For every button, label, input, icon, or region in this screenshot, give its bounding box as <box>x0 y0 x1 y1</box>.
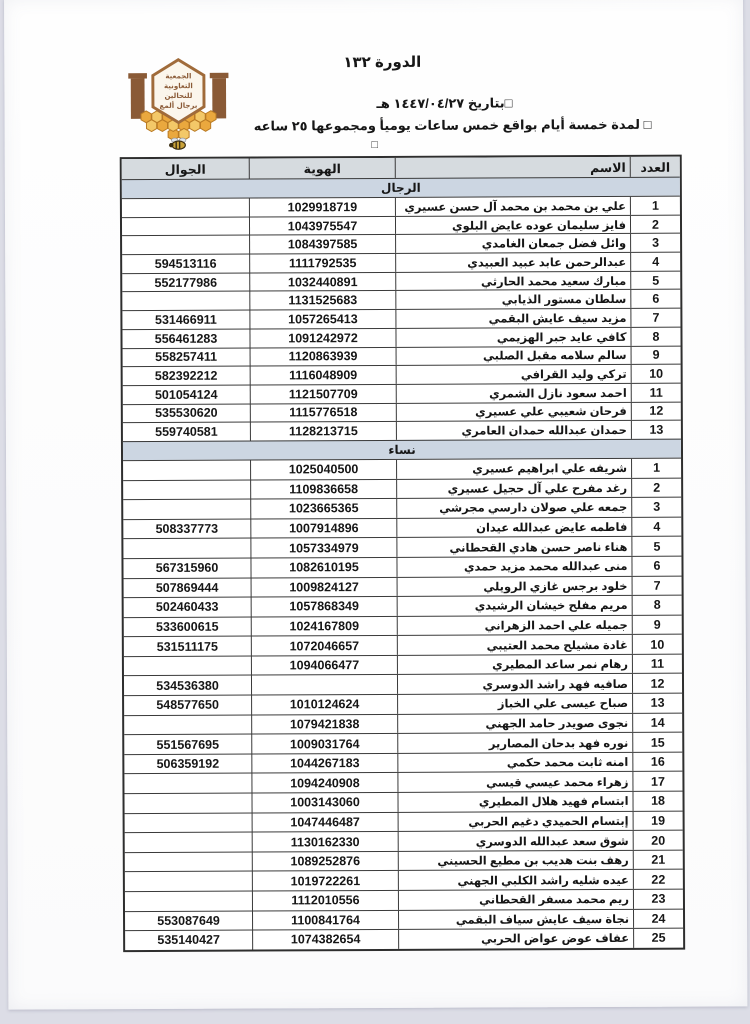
cell-name: امنه ثابت محمد حكمي <box>397 753 632 773</box>
cell-mobile <box>124 656 251 675</box>
table-row <box>122 308 680 329</box>
cell-mobile: 531466911 <box>154 312 217 327</box>
cell-name: فرحان شعيبي علي عسيري <box>396 402 631 421</box>
cell-id: 1057334979 <box>250 538 396 557</box>
table-row <box>123 420 681 441</box>
table-row <box>124 771 682 793</box>
cell-id: 1029918719 <box>249 198 395 216</box>
cell-name: رغد مفرح علي آل حجيل عسيري <box>396 478 631 498</box>
cell-mobile: 507869444 <box>155 580 219 595</box>
table-row <box>124 791 682 813</box>
cell-mobile: 556461283 <box>154 331 218 346</box>
cell-mobile <box>123 500 250 519</box>
cell-num: 8 <box>630 327 680 345</box>
cell-mobile: 506359192 <box>156 756 220 772</box>
cell-name: مزيد سيف عايش البقمي <box>395 309 630 328</box>
cell-num: 2 <box>630 215 680 233</box>
table-row <box>124 634 682 656</box>
table-row <box>122 270 680 291</box>
cell-mobile <box>122 292 249 310</box>
cell-mobile <box>123 539 250 558</box>
cell-id: 1044267183 <box>251 754 397 773</box>
cell-name: عبدالرحمن عابد عبيد العبيدي <box>395 253 630 272</box>
table-row <box>125 928 683 950</box>
cell-name: سالم سلامه مقبل الصلبي <box>396 346 631 365</box>
cell-name: نجاة سيف عايش سياف البقمي <box>398 909 633 929</box>
cell-name: عيده شليه راشد الكلبي الجهني <box>398 870 633 890</box>
cell-mobile <box>125 852 252 871</box>
cell-id: 1072046657 <box>251 636 397 655</box>
table-row <box>125 830 683 852</box>
cell-mobile <box>125 892 252 911</box>
emblem-text-line1: الجمعية <box>165 71 192 81</box>
cell-name: رهام نمر ساعد المطيري <box>397 655 632 675</box>
table-row <box>125 908 683 930</box>
cell-num: 18 <box>632 792 682 811</box>
cell-id: 1009031764 <box>251 734 397 753</box>
cell-name: وائل فضل جمعان الغامدي <box>395 234 630 253</box>
cell-mobile: 534536380 <box>156 678 219 693</box>
cell-mobile <box>124 794 251 813</box>
cell-mobile: 594513116 <box>154 256 217 271</box>
beekeepers-association-emblem <box>124 52 232 162</box>
page-title: الدورة ١٣٢ <box>343 53 422 72</box>
cell-num: 19 <box>633 811 683 830</box>
cell-name: حمدان عبدالله حمدان العامري <box>396 421 631 440</box>
cell-num: 9 <box>631 346 681 364</box>
cell-num: 11 <box>631 384 681 402</box>
cell-num: 5 <box>631 537 681 556</box>
cell-num: 13 <box>631 421 681 439</box>
cell-name: مبارك سعيد محمد الحارثي <box>395 272 630 291</box>
cell-mobile <box>124 774 251 793</box>
cell-name: منى عبدالله محمد مزيد حمدي <box>396 557 631 577</box>
cell-num: 13 <box>632 694 682 713</box>
cell-mobile <box>125 813 252 832</box>
cell-id: 1091242972 <box>249 329 395 347</box>
table-row <box>123 401 681 422</box>
section-row: نساء <box>123 439 681 460</box>
cell-name: عفاف عوض عواض الحربي <box>398 929 633 949</box>
cell-id: 1010124624 <box>251 695 397 714</box>
cell-name: إبتسام الحميدي دغيم الحربي <box>398 812 633 832</box>
cell-num: 8 <box>632 596 682 615</box>
table-row <box>125 810 683 832</box>
cell-mobile: 535530620 <box>155 406 218 421</box>
cell-id: 1109836658 <box>250 479 396 498</box>
cell-num: 6 <box>630 290 680 308</box>
cell-num: 4 <box>631 517 681 536</box>
cell-name: مريم مفلح خيشان الرشيدي <box>397 596 632 616</box>
cell-id: 1024167809 <box>251 617 397 636</box>
cell-id: 1007914896 <box>250 519 396 538</box>
cell-num: 9 <box>632 615 682 634</box>
table-row <box>124 595 682 617</box>
cell-num: 6 <box>631 557 681 576</box>
document-content <box>4 0 747 1010</box>
cell-name: فايز سليمان عوده عايض البلوي <box>395 216 630 235</box>
table-row <box>123 497 681 519</box>
cell-mobile: 559740581 <box>155 424 218 440</box>
cell-name: احمد سعود نازل الشمري <box>396 384 631 403</box>
cell-id: 1079421838 <box>251 715 397 734</box>
cell-mobile: 553087649 <box>157 913 220 928</box>
emblem-text-line2: التعاونية <box>164 81 193 91</box>
cell-mobile: 502460433 <box>155 600 219 615</box>
table-row <box>123 364 681 385</box>
cell-id: 1112010556 <box>252 891 398 910</box>
cell-id: 1047446487 <box>252 813 398 832</box>
document-sheet <box>4 0 747 1010</box>
cell-mobile <box>122 199 249 217</box>
cell-name: شريفه علي ابراهيم عسيري <box>396 459 631 479</box>
roster-table <box>120 155 685 952</box>
cell-name: ريم محمد مسفر القحطاني <box>398 890 633 910</box>
cell-name: سلطان مستور الذيابي <box>395 290 630 309</box>
table-row <box>123 345 681 366</box>
cell-num: 12 <box>632 674 682 693</box>
cell-id: 1100841764 <box>252 910 398 929</box>
cell-num: 1 <box>630 197 680 215</box>
cell-id: 1032440891 <box>249 273 395 291</box>
table-row <box>125 889 683 911</box>
table-row <box>122 326 680 347</box>
table-row <box>123 556 681 578</box>
table-row <box>124 575 682 597</box>
cell-mobile: 548577650 <box>156 698 219 713</box>
cell-mobile: 558257411 <box>155 350 218 365</box>
cell-num: 22 <box>633 870 683 889</box>
cell-num: 5 <box>630 271 680 289</box>
column-header-mobile: الجوال <box>164 162 206 177</box>
emblem-text-line4: برجال ألمع <box>159 100 198 110</box>
cell-id: 1019722261 <box>252 871 398 890</box>
cell-id: 1025040500 <box>250 460 396 479</box>
cell-id: 1094240908 <box>251 773 397 792</box>
cell-num: 16 <box>632 753 682 772</box>
cell-mobile: 508337773 <box>155 521 219 536</box>
cell-num: 14 <box>632 713 682 732</box>
table-row <box>124 693 682 715</box>
cell-mobile: 552177986 <box>154 275 218 290</box>
cell-num: 7 <box>632 576 682 595</box>
duration-line: □ لمدة خمسة أيام بواقع خمس ساعات يوميأ ومجموعها ٢٥ ساعه <box>253 116 652 134</box>
emblem-graphic <box>124 52 232 162</box>
cell-id: 1057265413 <box>249 310 395 328</box>
cell-num: 1 <box>631 459 681 478</box>
table-row <box>122 252 680 273</box>
table-row <box>124 673 682 695</box>
table-row <box>124 712 682 734</box>
cell-id: 1130162330 <box>252 832 398 851</box>
table-row <box>122 214 680 235</box>
bee-icon <box>169 138 186 149</box>
cell-id: 1094066477 <box>251 656 397 675</box>
table-header-row <box>122 157 680 179</box>
cell-name: خلود برجس غازي الرويلي <box>397 576 632 596</box>
cell-name: صافيه فهد راشد الدوسري <box>397 674 632 694</box>
cell-name: كافي عايد جبر الهزيمي <box>395 328 630 347</box>
cell-id: 1023665365 <box>250 499 396 518</box>
table-row <box>125 869 683 891</box>
cell-mobile: 531511175 <box>156 639 218 654</box>
column-header-count: العدد <box>630 157 680 177</box>
cell-num: 24 <box>633 909 683 928</box>
cell-mobile <box>122 236 249 254</box>
cell-id: 1057868349 <box>251 597 397 616</box>
cell-name: ابتسام فهيد هلال المطيري <box>397 792 632 812</box>
cell-mobile: 551567695 <box>156 737 220 752</box>
cell-id: 1009824127 <box>251 577 397 596</box>
cell-name: تركي وليد القرافي <box>396 365 631 384</box>
cell-name: هناء ناصر حسن هادي القحطاني <box>396 537 631 557</box>
cell-mobile <box>124 715 251 734</box>
cell-name: جمعه علي صولان دارسي مجرشي <box>396 498 631 518</box>
emblem-text-line3: للنحالين <box>164 90 193 101</box>
table-row <box>124 614 682 636</box>
table-row <box>122 289 680 310</box>
cell-mobile <box>123 480 250 499</box>
cell-mobile <box>125 872 252 891</box>
table-row <box>123 536 681 558</box>
table-row <box>124 752 682 774</box>
cell-id: 1121507709 <box>250 385 396 403</box>
table-row <box>123 516 681 538</box>
cell-id: 1084397585 <box>249 235 395 253</box>
cell-mobile <box>125 833 252 852</box>
cell-id: 1043975547 <box>249 217 395 235</box>
cell-id: 1128213715 <box>250 422 396 440</box>
cell-id: 1089252876 <box>252 852 398 871</box>
table-row <box>124 732 682 754</box>
cell-mobile: 582392212 <box>154 368 218 383</box>
cell-num: 4 <box>630 253 680 271</box>
column-header-name: الاسم <box>395 157 630 178</box>
cell-name: شوق سعد عبدالله الدوسري <box>398 831 633 851</box>
table-row <box>125 849 683 871</box>
cell-name: نوره فهد بدحان المصارير <box>397 733 632 753</box>
cell-num: 21 <box>633 850 683 869</box>
cell-id <box>251 675 397 694</box>
cell-num: 20 <box>633 831 683 850</box>
stray-box-glyph: □ <box>371 138 379 152</box>
cell-name: فاطمه عايض عبدالله عيدان <box>396 518 631 538</box>
cell-num: 15 <box>632 733 682 752</box>
cell-mobile: 533600615 <box>155 619 219 634</box>
cell-name: نجوى صويدر حامد الجهني <box>397 714 632 734</box>
cell-num: 23 <box>633 890 683 909</box>
cell-mobile: 567315960 <box>155 560 219 576</box>
cell-id: 1131525683 <box>249 291 395 309</box>
cell-id: 1115776518 <box>250 403 396 421</box>
cell-name: زهراء محمد عيسي قيسي <box>397 772 632 792</box>
cell-num: 25 <box>633 929 683 948</box>
cell-name: علي بن محمد بن محمد آل حسن عسيري <box>395 197 630 216</box>
cell-name: جميله علي احمد الزهراني <box>397 616 632 636</box>
cell-id: 1074382654 <box>252 930 398 949</box>
cell-num: 2 <box>631 478 681 497</box>
table-row <box>122 196 680 217</box>
cell-num: 10 <box>632 635 682 654</box>
table-row <box>123 477 681 499</box>
cell-mobile <box>122 217 249 235</box>
cell-num: 3 <box>630 234 680 252</box>
cell-mobile: 501054124 <box>154 387 218 402</box>
cell-id: 1111792535 <box>249 254 395 272</box>
cell-id: 1120863939 <box>250 347 396 365</box>
cell-num: 10 <box>631 365 681 383</box>
cell-name: رهف بنت هديب بن مطيع الحسيني <box>398 851 633 871</box>
table-row <box>123 383 681 404</box>
cell-id: 1003143060 <box>251 793 397 812</box>
table-row <box>123 458 681 480</box>
cell-mobile <box>123 460 250 479</box>
table-row <box>122 233 680 254</box>
cell-name: غادة مشيلح محمد العتيبي <box>397 635 632 655</box>
cell-id: 1116048909 <box>250 366 396 384</box>
cell-num: 17 <box>632 772 682 791</box>
date-line: □بتاريخ ١٤٤٧/٠٤/٢٧ هـ <box>376 95 513 111</box>
cell-num: 7 <box>630 309 680 327</box>
section-row: الرجال <box>122 177 680 198</box>
cell-id: 1082610195 <box>250 558 396 577</box>
table-row <box>124 654 682 676</box>
column-header-id: الهوية <box>249 158 395 179</box>
cell-num: 12 <box>631 402 681 420</box>
cell-name: صباح عيسى علي الخباز <box>397 694 632 714</box>
cell-mobile: 535140427 <box>157 933 220 948</box>
cell-num: 11 <box>632 655 682 674</box>
cell-num: 3 <box>631 498 681 517</box>
